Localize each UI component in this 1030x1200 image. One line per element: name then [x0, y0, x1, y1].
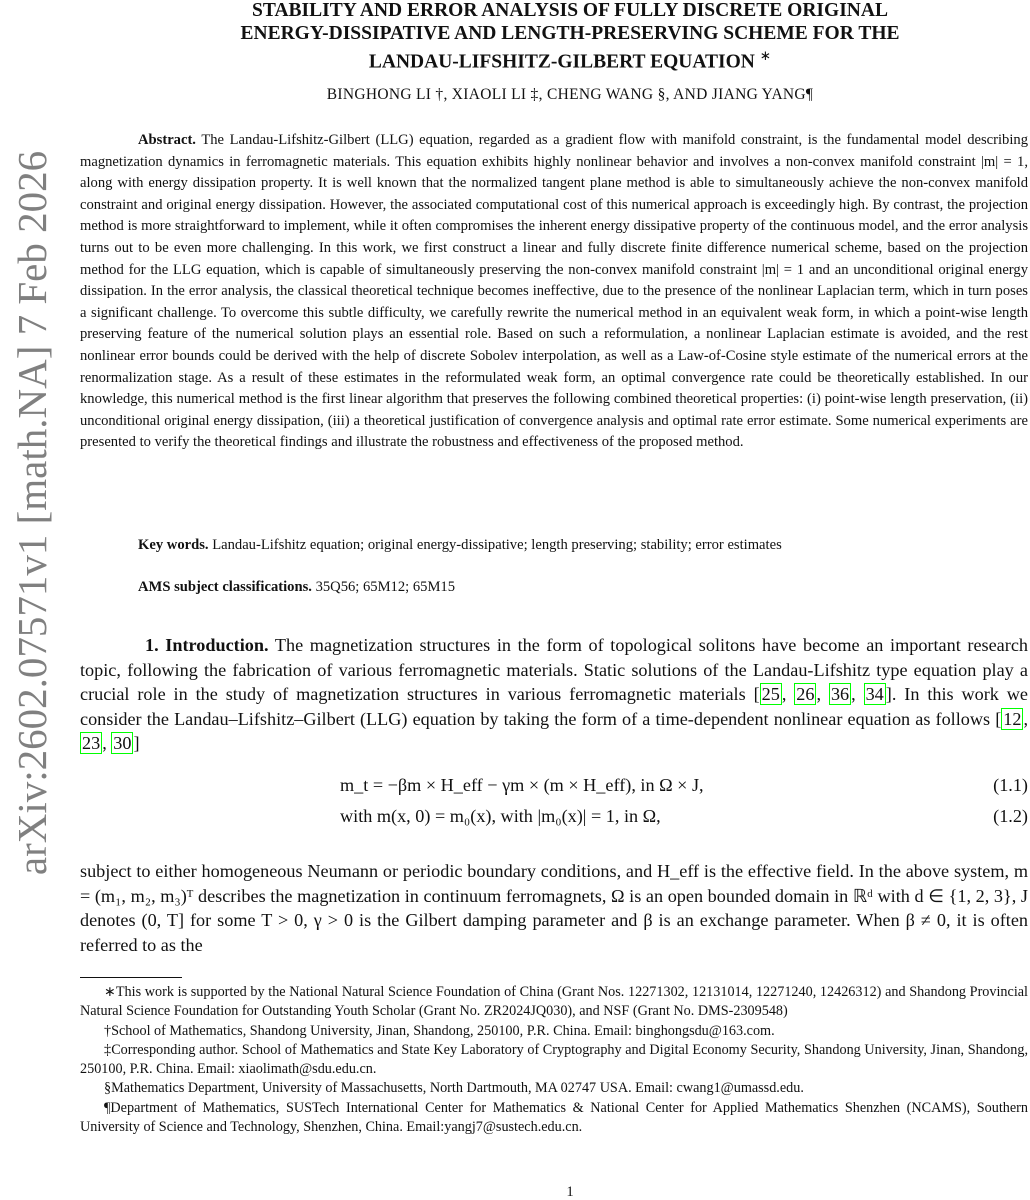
title-footnote-mark: ∗ [759, 48, 772, 63]
keywords-text: Landau-Lifshitz equation; original energy-dissipative; length preserving; stability; error estimates [212, 537, 782, 553]
citation-link[interactable]: 23 [82, 733, 101, 754]
introduction-paragraph: 1. Introduction. The magnetization structures in the form of topological solitons have become an important research topic, following the fabrication of various ferromagnetic materials. Static solutions of the Landau-Lifshitz type equation play a crucial role in the study of magnetization structures in various ferromagnetic materials [ 25 , 26 , 36 , 34 ]. In this work we consider the Landau–Lifshitz–Gilbert (LLG) equation by taking the form of a time-dependent nonlinear equation as follows [ 12 , 23 , 30 ] [80, 635, 1028, 754]
citation-link[interactable]: 26 [796, 684, 815, 705]
footnotes [80, 983, 1028, 1137]
page-number: 1 [566, 1184, 574, 1200]
arxiv-stamp: arXiv:2602.07571v1 [math.NA] 7 Feb 2026 [9, 150, 55, 876]
footnote: §Mathematics Department, University of Massachusetts, North Dartmouth, MA 02747 USA. Email: cwang1@umassd.edu. [104, 1080, 804, 1097]
section-heading: 1. Introduction. [145, 635, 269, 655]
footnote-divider [80, 977, 182, 978]
citation-link[interactable]: 36 [830, 684, 850, 705]
paper-title [140, 0, 1000, 74]
equation-1-2 [340, 806, 1028, 827]
footnote: ‡Corresponding author. School of Mathematics and State Key Laboratory of Cryptography and Digital Economy Security, Shandong University, Jinan, Shandong, 250100, P.R. China. Email: xiaolimath@sdu.edu.cn. [80, 1041, 1028, 1078]
footnote: †School of Mathematics, Shandong University, Jinan, Shandong, 250100, P.R. China. Email: binghongsdu@163.com. [104, 1022, 775, 1039]
equation-expression: m_t = −βm × H_eff − γm × (m × H_eff), in Ω × J, [340, 775, 704, 795]
title-line: ENERGY-DISSIPATIVE AND LENGTH-PRESERVING SCHEME FOR THE [240, 22, 900, 44]
citation-link[interactable]: 25 [761, 684, 780, 705]
footnote: ¶Department of Mathematics, SUSTech International Center for Mathematics & National Center for Applied Mathematics Shenzhen (NCAMS), Southern University of Science and Technology, Shenzhen, China. Email:yangj7@sustech.edu.cn. [80, 1099, 1028, 1136]
equation-1-1 [340, 775, 1028, 796]
body-paragraph: subject to either homogeneous Neumann or periodic boundary conditions, and H_eff is the effective field. In the above system, m = (m₁, m₂, m₃)ᵀ describes the magnetization in continuum ferromagnets, Ω is an open bounded domain in ℝᵈ with d ∈ {1, 2, 3}, J denotes (0, T] for some T > 0, γ > 0 is the Gilbert damping parameter and β is an exchange parameter. When β ≠ 0, it is often referred to as the [80, 861, 1028, 955]
title-text: LANDAU-LIFSHITZ-GILBERT EQUATION [368, 51, 755, 73]
ams-label: AMS subject classifications. [138, 579, 312, 595]
equation-number: (1.1) [993, 775, 1028, 795]
intro-text: The magnetization structures in the form of topological solitons have become an important research topic, following the fabrication of various ferromagnetic materials. Static solutions of the Landau-Lifshitz type equation play a crucial role in the study of magnetization structures in various ferromagnetic materials [ [80, 635, 1028, 705]
footnote: ∗This work is supported by the National Natural Science Foundation of China (Grant Nos. 12271302, 12131014, 12271240, 12426312) and Shandong Provincial Natural Science Foundation for Outstanding Youth Scholar (Grant No. ZR2024JQ030), and NSF (Grant No. DMS-2309548) [80, 984, 1028, 1020]
title-line: STABILITY AND ERROR ANALYSIS OF FULLY DISCRETE ORIGINAL [252, 0, 888, 21]
title-line [140, 45, 1000, 74]
authors: BINGHONG LI †, XIAOLI LI ‡, CHENG WANG §, AND JIANG YANG¶ [326, 86, 814, 103]
citation-link[interactable]: 12 [1003, 708, 1022, 729]
keywords-label: Key words. [138, 537, 209, 553]
keywords [138, 537, 1028, 554]
citation-link[interactable]: 30 [113, 733, 132, 754]
abstract-label: Abstract. [138, 132, 196, 148]
citation-link[interactable]: 34 [865, 684, 884, 705]
equation-number: (1.2) [993, 806, 1028, 826]
ams-classifications [138, 579, 1028, 596]
abstract-text: The Landau-Lifshitz-Gilbert (LLG) equation, regarded as a gradient flow with manifold constraint, is the fundamental model describing magnetization dynamics in ferromagnetic materials. This equation exhibits highly nonlinear behavior and involves a non-convex manifold constraint |m| = 1, along with energy dissipation property. It is well known that the normalized tangent plane method is able to simultaneously achieve the non-convex manifold constraint and original energy dissipation. However, the associated computational cost of this numerical approach is exceedingly high. By contrast, the projection method is more straightforward to implement, while it often compromises the inherent energy dissipative property of the continuous model, and the error analysis turns out to be even more challenging. In this work, we first construct a linear and fully discrete finite difference numerical scheme, based on the projection method for the LLG equation, which is capable of simultaneously preserving the non-convex manifold constraint |m| = 1 and an unconditional original energy dissipation. In the error analysis, the classical theoretical technique becomes ineffective, due to the presence of the nonlinear Laplacian term, which in turn poses a significant challenge. To overcome this subtle difficulty, we carefully rewrite the numerical method in an equivalent weak form, in which a point-wise length preserving feature of the numerical solution plays an essential role. Based on such a reformulation, a nonlinear Laplacian estimate is avoided, and the rest nonlinear error bounds could be derived with the help of discrete Sobolev interpolation, as well as a Law-of-Cosine style estimate of the numerical errors at the renormalization stage. As a result of these estimates in the reformulated weak form, an optimal convergence rate could be theoretically established. In our knowledge, this numerical method is the first linear algorithm that preserves the following combined theoretical properties: (i) point-wise length preservation, (ii) unconditional original energy dissipation, (iii) a theoretical justification of convergence analysis and optimal rate error estimate. Some numerical experiments are presented to verify the theoretical findings and illustrate the robustness and effectiveness of the proposed method. [80, 132, 1028, 451]
abstract [80, 130, 1028, 454]
equation-expression: with m(x, 0) = m₀(x), with |m₀(x)| = 1, in Ω, [340, 806, 661, 826]
ams-text: 35Q56; 65M12; 65M15 [315, 579, 456, 595]
intro-text: ]. In this work we consider the Landau–Lifshitz–Gilbert (LLG) equation by taking the form of a time-dependent nonlinear equation as follows [ [80, 684, 1028, 729]
intro-text: ] [133, 733, 140, 754]
